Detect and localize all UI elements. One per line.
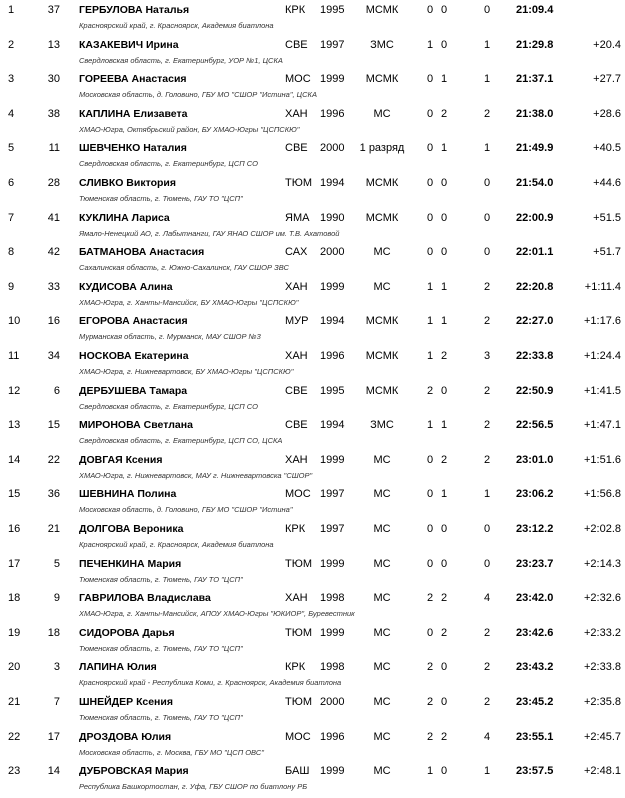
region-code: ХАН <box>285 453 308 466</box>
penalty-total: 2 <box>484 626 491 639</box>
time-gap: +2:35.8 <box>583 696 621 708</box>
sport-rank: МС <box>373 453 391 466</box>
sport-rank: МСМК <box>365 350 399 362</box>
athlete-name: ДОЛГОВА Вероника <box>79 523 184 535</box>
birth-year: 1994 <box>320 177 345 189</box>
place-cell: 1 <box>8 4 15 16</box>
place-cell: 4 <box>8 107 15 120</box>
result-row <box>0 519 625 554</box>
shooting-2: 0 <box>441 177 448 189</box>
shooting-2: 2 <box>441 626 448 639</box>
birth-year: 2000 <box>320 142 345 155</box>
shooting-2: 0 <box>441 4 448 16</box>
region-code: МОС <box>285 730 311 743</box>
birth-year: 1994 <box>320 419 345 432</box>
shooting-1: 2 <box>427 661 434 674</box>
finish-time: 22:50.9 <box>516 384 554 397</box>
club-info: Ямало-Ненецкий АО, г. Лабытнанги, ГАУ ЯНАО СШОР им. Т.В. Ахатовой <box>79 228 340 238</box>
club-info: Свердловская область, г. Екатеринбург, ЦСП СО <box>79 401 258 411</box>
region-code: МОС <box>285 488 311 501</box>
birth-year: 1999 <box>320 626 345 639</box>
time-gap: +1:56.8 <box>583 488 621 501</box>
shooting-1: 1 <box>427 315 434 328</box>
result-row <box>0 0 625 35</box>
bib-cell: 22 <box>47 453 60 466</box>
region-code: СВЕ <box>285 38 308 51</box>
place-cell: 22 <box>8 730 21 743</box>
place-cell: 11 <box>8 350 20 362</box>
penalty-total: 2 <box>484 384 491 397</box>
athlete-name: ГЕРБУЛОВА Наталья <box>79 4 190 16</box>
region-code: ХАН <box>285 592 308 605</box>
result-row <box>0 623 625 658</box>
penalty-total: 2 <box>484 696 491 708</box>
birth-year: 1990 <box>320 211 345 224</box>
club-info: Красноярский край, г. Красноярск, Академия биатлона <box>79 540 274 549</box>
shooting-2: 2 <box>441 453 448 466</box>
penalty-total: 4 <box>484 592 491 605</box>
time-gap: +2:32.6 <box>583 592 621 605</box>
athlete-name: ЕГОРОВА Анастасия <box>79 315 188 328</box>
club-info: ХМАО-Югра, г. Нижневартовск, МАУ г. Нижневартовска "СШОР" <box>79 470 313 480</box>
shooting-2: 1 <box>441 142 448 155</box>
shooting-1: 1 <box>427 38 434 51</box>
result-row <box>0 415 625 450</box>
athlete-name: ДОВГАЯ Ксения <box>79 453 163 466</box>
athlete-name: ЛАПИНА Юлия <box>79 661 157 674</box>
birth-year: 1994 <box>320 315 345 328</box>
region-code: ЯМА <box>285 211 310 224</box>
penalty-total: 1 <box>484 765 491 778</box>
penalty-total: 0 <box>484 523 491 535</box>
sport-rank: МС <box>373 730 391 743</box>
sport-rank: МС <box>373 523 391 535</box>
birth-year: 1996 <box>320 730 345 743</box>
result-row <box>0 138 625 173</box>
place-cell: 17 <box>8 557 21 570</box>
place-cell: 13 <box>8 419 21 432</box>
shooting-1: 0 <box>427 142 434 155</box>
penalty-total: 1 <box>484 73 491 86</box>
region-code: СВЕ <box>285 384 308 397</box>
bib-cell: 42 <box>47 246 60 259</box>
birth-year: 1995 <box>320 384 345 397</box>
shooting-1: 1 <box>427 280 434 293</box>
shooting-2: 0 <box>441 696 448 708</box>
shooting-2: 0 <box>441 211 448 224</box>
result-row <box>0 554 625 589</box>
club-info: Московская область, д. Головино, ГБУ МО "СШОР "Истина", ЦСКА <box>79 90 317 100</box>
sport-rank: ЗМС <box>370 419 394 432</box>
finish-time: 22:20.8 <box>516 280 554 293</box>
sport-rank: МСМК <box>365 177 399 189</box>
region-code: МУР <box>285 315 309 328</box>
region-code: СВЕ <box>285 142 308 155</box>
club-info: Московская область, г. Москва, ГБУ МО "ЦСП ОВС" <box>79 747 264 757</box>
shooting-1: 0 <box>427 177 434 189</box>
shooting-2: 0 <box>441 523 448 535</box>
place-cell: 16 <box>8 523 21 535</box>
time-gap: +1:17.6 <box>583 315 621 328</box>
club-info: Тюменская область, г. Тюмень, ГАУ ТО "ЦСП" <box>79 194 243 203</box>
region-code: КРК <box>285 523 306 535</box>
sport-rank: МС <box>373 557 391 570</box>
shooting-1: 1 <box>427 419 434 432</box>
club-info: Тюменская область, г. Тюмень, ГАУ ТО "ЦСП" <box>79 643 243 653</box>
time-gap: +1:41.5 <box>583 384 621 397</box>
shooting-2: 0 <box>441 557 448 570</box>
time-gap: +1:24.4 <box>583 350 621 362</box>
result-row <box>0 173 625 208</box>
birth-year: 1998 <box>320 661 345 674</box>
place-cell: 3 <box>8 73 15 86</box>
athlete-name: СЛИВКО Виктория <box>79 177 177 189</box>
penalty-total: 0 <box>484 4 491 16</box>
result-row <box>0 208 625 243</box>
place-cell: 20 <box>8 661 21 674</box>
sport-rank: МС <box>373 661 391 674</box>
shooting-2: 2 <box>441 730 448 743</box>
club-info: ХМАО-Югра, г. Нижневартовск, БУ ХМАО-Югры "ЦСПСКЮ" <box>79 367 294 376</box>
shooting-2: 0 <box>441 765 448 778</box>
shooting-1: 2 <box>427 592 434 605</box>
penalty-total: 0 <box>484 211 491 224</box>
sport-rank: МСМК <box>365 315 399 328</box>
finish-time: 22:00.9 <box>516 211 554 224</box>
penalty-total: 0 <box>484 246 491 259</box>
bib-cell: 18 <box>47 626 60 639</box>
finish-time: 23:06.2 <box>516 488 554 501</box>
club-info: Тюменская область, г. Тюмень, ГАУ ТО "ЦСП" <box>79 713 243 722</box>
region-code: ТЮМ <box>285 696 312 708</box>
region-code: ТЮМ <box>285 626 312 639</box>
birth-year: 2000 <box>320 246 345 259</box>
penalty-total: 2 <box>484 453 491 466</box>
athlete-name: ГОРЕЕВА Анастасия <box>79 73 187 86</box>
time-gap: +2:14.3 <box>583 557 621 570</box>
place-cell: 12 <box>8 384 21 397</box>
region-code: САХ <box>285 246 308 259</box>
result-row <box>0 346 625 381</box>
athlete-name: ГАВРИЛОВА Владислава <box>79 592 211 605</box>
shooting-1: 0 <box>427 488 434 501</box>
shooting-2: 2 <box>441 350 448 362</box>
sport-rank: МСМК <box>365 4 399 16</box>
bib-cell: 15 <box>47 419 60 432</box>
place-cell: 15 <box>8 488 21 501</box>
sport-rank: МСМК <box>365 384 399 397</box>
place-cell: 18 <box>8 592 21 605</box>
result-row <box>0 484 625 519</box>
club-info: Московская область, д. Головино, ГБУ МО "СШОР "Истина" <box>79 505 293 515</box>
region-code: КРК <box>285 661 306 674</box>
bib-cell: 16 <box>47 315 60 328</box>
finish-time: 23:12.2 <box>516 523 554 535</box>
place-cell: 8 <box>8 246 15 259</box>
finish-time: 21:54.0 <box>516 177 554 189</box>
shooting-1: 0 <box>427 626 434 639</box>
result-row <box>0 588 625 623</box>
athlete-name: КАЗАКЕВИЧ Ирина <box>79 38 179 51</box>
finish-time: 21:37.1 <box>516 73 554 86</box>
bib-cell: 7 <box>53 696 60 708</box>
athlete-name: ШНЕЙДЕР Ксения <box>79 696 173 708</box>
time-gap: +1:47.1 <box>583 419 621 432</box>
time-gap: +51.5 <box>593 211 621 224</box>
region-code: ТЮМ <box>285 557 312 570</box>
place-cell: 2 <box>8 38 15 51</box>
region-code: МОС <box>285 73 311 86</box>
time-gap: +40.5 <box>593 142 621 155</box>
penalty-total: 2 <box>484 107 491 120</box>
place-cell: 10 <box>8 315 21 328</box>
bib-cell: 34 <box>47 350 60 362</box>
finish-time: 21:38.0 <box>516 107 554 120</box>
finish-time: 23:43.2 <box>516 661 554 674</box>
birth-year: 1995 <box>320 4 345 16</box>
birth-year: 1997 <box>320 523 345 535</box>
region-code: ХАН <box>285 350 308 362</box>
result-row <box>0 381 625 416</box>
bib-cell: 6 <box>53 384 60 397</box>
birth-year: 1996 <box>320 350 345 362</box>
finish-time: 23:42.0 <box>516 592 554 605</box>
birth-year: 1998 <box>320 592 345 605</box>
sport-rank: ЗМС <box>370 38 394 51</box>
result-row <box>0 242 625 277</box>
place-cell: 21 <box>8 696 21 708</box>
athlete-name: КУДИСОВА Алина <box>79 280 173 293</box>
region-code: ТЮМ <box>285 177 312 189</box>
finish-time: 21:29.8 <box>516 38 554 51</box>
shooting-1: 2 <box>427 696 434 708</box>
penalty-total: 3 <box>484 350 491 362</box>
finish-time: 22:56.5 <box>516 419 554 432</box>
penalty-total: 2 <box>484 661 491 674</box>
place-cell: 7 <box>8 211 15 224</box>
finish-time: 23:55.1 <box>516 730 554 743</box>
athlete-name: СИДОРОВА Дарья <box>79 626 175 639</box>
shooting-1: 0 <box>427 73 434 86</box>
penalty-total: 0 <box>484 177 491 189</box>
shooting-1: 0 <box>427 4 434 16</box>
finish-time: 23:01.0 <box>516 453 554 466</box>
sport-rank: МС <box>373 696 391 708</box>
shooting-2: 1 <box>441 280 448 293</box>
sport-rank: МС <box>373 280 391 293</box>
region-code: СВЕ <box>285 419 308 432</box>
time-gap: +2:33.8 <box>583 661 621 674</box>
shooting-2: 2 <box>441 592 448 605</box>
birth-year: 1999 <box>320 280 345 293</box>
bib-cell: 17 <box>47 730 60 743</box>
time-gap: +27.7 <box>593 73 621 86</box>
sport-rank: МС <box>373 488 391 501</box>
shooting-1: 0 <box>427 246 434 259</box>
athlete-name: КАПЛИНА Елизавета <box>79 107 188 120</box>
club-info: Красноярский край, г. Красноярск, Академия биатлона <box>79 21 274 30</box>
penalty-total: 2 <box>484 280 491 293</box>
result-row <box>0 692 625 727</box>
bib-cell: 9 <box>53 592 60 605</box>
athlete-name: МИРОНОВА Светлана <box>79 419 193 432</box>
athlete-name: ШЕВНИНА Полина <box>79 488 177 501</box>
sport-rank: МСМК <box>365 211 399 224</box>
result-row <box>0 104 625 139</box>
club-info: Сахалинская область, г. Южно-Сахалинск, ГАУ СШОР ЗВС <box>79 263 289 273</box>
athlete-name: ШЕВЧЕНКО Наталия <box>79 142 187 155</box>
penalty-total: 2 <box>484 419 491 432</box>
shooting-1: 1 <box>427 765 434 778</box>
shooting-1: 2 <box>427 384 434 397</box>
place-cell: 14 <box>8 453 21 466</box>
athlete-name: КУКЛИНА Лариса <box>79 211 170 224</box>
shooting-2: 0 <box>441 661 448 674</box>
birth-year: 1999 <box>320 765 345 778</box>
bib-cell: 5 <box>53 557 60 570</box>
bib-cell: 37 <box>47 4 60 16</box>
sport-rank: МС <box>373 765 391 778</box>
result-row <box>0 277 625 312</box>
place-cell: 6 <box>8 177 15 189</box>
finish-time: 21:09.4 <box>516 4 554 16</box>
finish-time: 23:57.5 <box>516 765 554 778</box>
sport-rank: 1 разряд <box>359 142 405 155</box>
region-code: КРК <box>285 4 306 16</box>
club-info: ХМАО-Югра, г. Ханты-Мансийск, АПОУ ХМАО-Югры "ЮКИОР", Буревестник <box>79 609 355 619</box>
athlete-name: НОСКОВА Екатерина <box>79 350 189 362</box>
bib-cell: 14 <box>47 765 60 778</box>
region-code: ХАН <box>285 107 308 120</box>
penalty-total: 4 <box>484 730 491 743</box>
bib-cell: 21 <box>47 523 60 535</box>
bib-cell: 38 <box>47 107 60 120</box>
finish-time: 21:49.9 <box>516 142 554 155</box>
birth-year: 1999 <box>320 73 345 86</box>
finish-time: 23:45.2 <box>516 696 554 708</box>
athlete-name: ДЕРБУШЕВА Тамара <box>79 384 188 397</box>
bib-cell: 13 <box>47 38 60 51</box>
club-info: ХМАО-Югра, г. Ханты-Мансийск, БУ ХМАО-Югры "ЦСПСКЮ" <box>79 297 299 307</box>
finish-time: 23:23.7 <box>516 557 554 570</box>
finish-time: 23:42.6 <box>516 626 554 639</box>
sport-rank: МС <box>373 107 391 120</box>
result-row <box>0 761 625 796</box>
bib-cell: 11 <box>48 142 60 155</box>
bib-cell: 30 <box>47 73 60 86</box>
penalty-total: 1 <box>484 142 491 155</box>
result-row <box>0 450 625 485</box>
sport-rank: МС <box>373 626 391 639</box>
result-row <box>0 311 625 346</box>
birth-year: 1997 <box>320 38 345 51</box>
club-info: Тюменская область, г. Тюмень, ГАУ ТО "ЦСП" <box>79 574 243 584</box>
club-info: Свердловская область, г. Екатеринбург, ЦСП СО, ЦСКА <box>79 436 283 446</box>
time-gap: +28.6 <box>593 107 621 120</box>
shooting-1: 0 <box>427 453 434 466</box>
club-info: Свердловская область, г. Екатеринбург, УОР №1, ЦСКА <box>79 55 283 65</box>
shooting-2: 1 <box>441 73 448 86</box>
bib-cell: 28 <box>47 177 60 189</box>
sport-rank: МС <box>373 246 391 259</box>
shooting-2: 0 <box>441 384 448 397</box>
shooting-2: 0 <box>441 246 448 259</box>
bib-cell: 3 <box>53 661 60 674</box>
shooting-1: 0 <box>427 523 434 535</box>
athlete-name: ДРОЗДОВА Юлия <box>79 730 172 743</box>
athlete-name: ПЕЧЕНКИНА Мария <box>79 557 182 570</box>
time-gap: +2:45.7 <box>583 730 621 743</box>
result-row <box>0 657 625 692</box>
shooting-2: 1 <box>441 488 448 501</box>
club-info: Мурманская область, г. Мурманск, МАУ СШОР №3 <box>79 332 261 342</box>
birth-year: 2000 <box>320 696 345 708</box>
shooting-2: 2 <box>441 107 448 120</box>
athlete-name: БАТМАНОВА Анастасия <box>79 246 205 259</box>
finish-time: 22:27.0 <box>516 315 554 328</box>
place-cell: 23 <box>8 765 21 778</box>
sport-rank: МСМК <box>365 73 399 86</box>
finish-time: 22:01.1 <box>516 246 554 259</box>
time-gap: +2:33.2 <box>583 626 621 639</box>
penalty-total: 1 <box>484 488 491 501</box>
birth-year: 1999 <box>320 453 345 466</box>
shooting-1: 0 <box>427 107 434 120</box>
time-gap: +1:51.6 <box>583 453 621 466</box>
birth-year: 1996 <box>320 107 345 120</box>
birth-year: 1997 <box>320 488 345 501</box>
shooting-1: 1 <box>427 350 434 362</box>
athlete-name: ДУБРОВСКАЯ Мария <box>79 765 189 778</box>
bib-cell: 33 <box>47 280 60 293</box>
shooting-2: 1 <box>441 419 448 432</box>
time-gap: +2:48.1 <box>583 765 621 778</box>
penalty-total: 1 <box>484 38 491 51</box>
club-info: Республика Башкортостан, г. Уфа, ГБУ СШОР по биатлону РБ <box>79 782 308 792</box>
time-gap: +44.6 <box>593 177 621 189</box>
time-gap: +2:02.8 <box>583 523 621 535</box>
shooting-1: 2 <box>427 730 434 743</box>
region-code: ХАН <box>285 280 308 293</box>
time-gap: +51.7 <box>593 246 621 259</box>
time-gap: +1:11.4 <box>584 280 621 293</box>
result-row <box>0 35 625 70</box>
shooting-2: 1 <box>441 315 448 328</box>
sport-rank: МС <box>373 592 391 605</box>
shooting-1: 0 <box>427 557 434 570</box>
bib-cell: 36 <box>47 488 60 501</box>
birth-year: 1999 <box>320 557 345 570</box>
bib-cell: 41 <box>47 211 60 224</box>
club-info: Свердловская область, г. Екатеринбург, ЦСП СО <box>79 159 258 169</box>
place-cell: 5 <box>8 142 15 155</box>
place-cell: 19 <box>8 626 21 639</box>
penalty-total: 0 <box>484 557 491 570</box>
place-cell: 9 <box>8 280 15 293</box>
shooting-2: 0 <box>441 38 448 51</box>
finish-time: 22:33.8 <box>516 350 554 362</box>
club-info: ХМАО-Югра, Октябрьский район, БУ ХМАО-Югры "ЦСПСКЮ" <box>79 124 300 134</box>
shooting-1: 0 <box>427 211 434 224</box>
result-row <box>0 727 625 762</box>
time-gap: +20.4 <box>593 38 621 51</box>
result-row <box>0 69 625 104</box>
region-code: БАШ <box>285 765 310 778</box>
club-info: Красноярский край - Республика Коми, г. Красноярск, Академия биатлона <box>79 678 342 688</box>
penalty-total: 2 <box>484 315 491 328</box>
